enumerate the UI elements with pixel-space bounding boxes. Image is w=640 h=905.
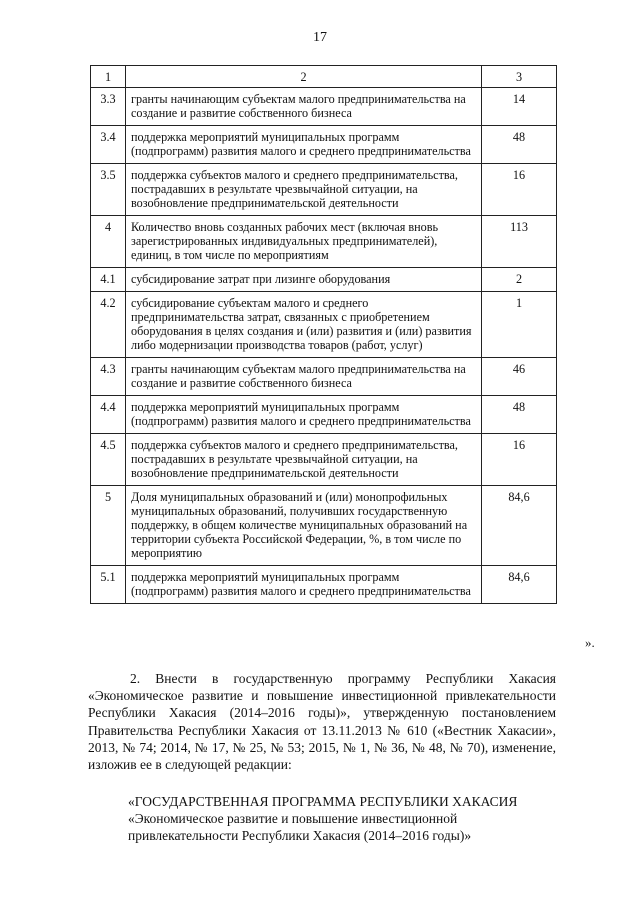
row-value-cell: 84,6 (482, 486, 557, 566)
row-number-cell: 5 (91, 486, 126, 566)
row-value-cell: 46 (482, 358, 557, 396)
row-description-cell: поддержка мероприятий муниципальных программ (подпрограмм) развития малого и среднего предпринимательства (126, 566, 482, 604)
row-number-cell: 3.5 (91, 164, 126, 216)
row-description-cell: гранты начинающим субъектам малого предпринимательства на создание и развитие собственного бизнеса (126, 358, 482, 396)
table-row (91, 126, 557, 164)
row-value-cell: 16 (482, 434, 557, 486)
row-value-cell: 14 (482, 88, 557, 126)
row-value-cell: 2 (482, 268, 557, 292)
row-number-cell: 4.2 (91, 292, 126, 358)
row-number-cell: 4.4 (91, 396, 126, 434)
row-number-cell: 5.1 (91, 566, 126, 604)
row-description-cell: субсидирование субъектам малого и среднего предпринимательства затрат, связанных с приобретением оборудования в целях создания и (или) развития и (или) развития либо модернизации производства товаров (работ, услуг) (126, 292, 482, 358)
table-header-cell: 1 (91, 66, 126, 88)
table-row (91, 164, 557, 216)
row-value-cell: 1 (482, 292, 557, 358)
row-number-cell: 4.3 (91, 358, 126, 396)
row-description-cell: Количество вновь созданных рабочих мест (включая вновь зарегистрированных индивидуальных предпринимателей), единиц, в том числе по мероприятиям (126, 216, 482, 268)
row-description-cell: гранты начинающим субъектам малого предпринимательства на создание и развитие собственного бизнеса (126, 88, 482, 126)
row-description-cell: Доля муниципальных образований и (или) монопрофильных муниципальных образований, получивших государственную поддержку, в общем количестве муниципальных образований на территории субъекта Российской Федерации, %, в том числе по мероприятию (126, 486, 482, 566)
program-title: «ГОСУДАРСТВЕННАЯ ПРОГРАММА РЕСПУБЛИКИ ХАКАСИЯ (128, 794, 518, 809)
row-description-cell: поддержка субъектов малого и среднего предпринимательства, пострадавших в результате чрезвычайной ситуации, на возобновление предпринимательской деятельности (126, 434, 482, 486)
table-row (91, 292, 557, 358)
table-header-cell: 2 (126, 66, 482, 88)
table-row (91, 358, 557, 396)
table-header-row (91, 66, 557, 88)
row-number-cell: 4 (91, 216, 126, 268)
table-row (91, 268, 557, 292)
row-value-cell: 16 (482, 164, 557, 216)
row-description-cell: поддержка мероприятий муниципальных программ (подпрограмм) развития малого и среднего предпринимательства (126, 126, 482, 164)
closing-quote: ». (585, 635, 595, 650)
table-row (91, 216, 557, 268)
row-number-cell: 3.4 (91, 126, 126, 164)
row-number-cell: 3.3 (91, 88, 126, 126)
row-description-cell: поддержка субъектов малого и среднего предпринимательства, пострадавших в результате чрезвычайной ситуации, на возобновление предпринимательской деятельности (126, 164, 482, 216)
table-row (91, 88, 557, 126)
table-header-cell: 3 (482, 66, 557, 88)
row-number-cell: 4.5 (91, 434, 126, 486)
page-number: 17 (313, 30, 327, 45)
table-row (91, 566, 557, 604)
row-value-cell: 48 (482, 396, 557, 434)
row-value-cell: 48 (482, 126, 557, 164)
row-description-cell: поддержка мероприятий муниципальных программ (подпрограмм) развития малого и среднего предпринимательства (126, 396, 482, 434)
table-row (91, 434, 557, 486)
row-value-cell: 84,6 (482, 566, 557, 604)
row-number-cell: 4.1 (91, 268, 126, 292)
program-subtitle: «Экономическое развитие и повышение инвестиционной привлекательности Республики Хакасия (2014–2016 годы)» (128, 811, 472, 843)
table-row (91, 486, 557, 566)
amendment-paragraph: 2. Внести в государственную программу Республики Хакасия «Экономическое развитие и повышение инвестиционной привлекательности Республики Хакасия (2014–2016 годы)», утвержденную постановлением Правительства Республики Хакасия от 13.11.2013 № 610 («Вестник Хакасии», 2013, № 74; 2014, № 17, № 25, № 53; 2015, № 1, № 36, № 48, № 70), изменение, изложив ее в следующей редакции: (88, 671, 556, 773)
indicators-table (90, 65, 557, 604)
row-description-cell: субсидирование затрат при лизинге оборудования (126, 268, 482, 292)
table-row (91, 396, 557, 434)
row-value-cell: 113 (482, 216, 557, 268)
